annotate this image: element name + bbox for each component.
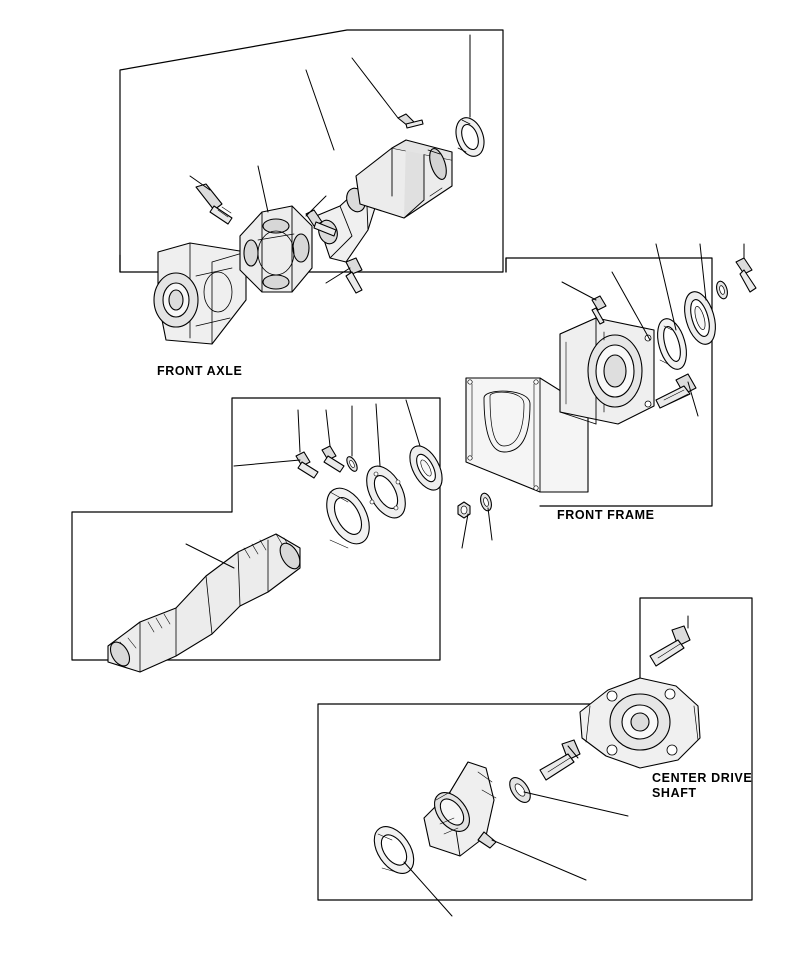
oil-seal-frame xyxy=(679,288,721,348)
washer-frame-upper xyxy=(715,280,730,300)
bolt-frame-right xyxy=(656,374,696,408)
washer-frame-bottom xyxy=(479,492,494,512)
roller-bearing-frame xyxy=(652,315,691,372)
label-center-drive-shaft-line2: SHAFT xyxy=(652,786,697,800)
washer-center-drive xyxy=(506,774,535,806)
label-center-drive-shaft-line1: CENTER DRIVE xyxy=(652,771,753,785)
bolt-center-mid xyxy=(322,446,344,472)
yoke-coupling xyxy=(424,762,496,856)
bolt-center-left xyxy=(296,452,318,478)
bolt-axle-left xyxy=(196,184,232,224)
bolt-center-drive xyxy=(540,740,580,780)
washer-center xyxy=(345,455,360,473)
label-center-drive-shaft xyxy=(652,771,752,801)
universal-joint-yoke xyxy=(240,206,312,292)
bolt-center-drive-upper xyxy=(650,626,690,666)
group-frame-center-shaft xyxy=(72,398,440,660)
grease-fitting-nipple-axle xyxy=(398,114,423,128)
universal-joint-flange xyxy=(580,678,700,768)
splined-shaft xyxy=(107,534,304,672)
label-front-axle: FRONT AXLE xyxy=(157,364,243,378)
bearing-ring-axle xyxy=(451,114,489,160)
bearing-carrier-housing xyxy=(560,318,654,424)
axle-flange-housing xyxy=(154,243,246,344)
bearing-ring-center-drive xyxy=(366,819,422,880)
bolt-axle-lower xyxy=(346,258,362,293)
drive-shaft-tube xyxy=(356,140,452,218)
seal-ring-center xyxy=(403,441,448,496)
bolt-frame-upper-right xyxy=(736,258,756,292)
label-front-frame: FRONT FRAME xyxy=(557,508,655,522)
